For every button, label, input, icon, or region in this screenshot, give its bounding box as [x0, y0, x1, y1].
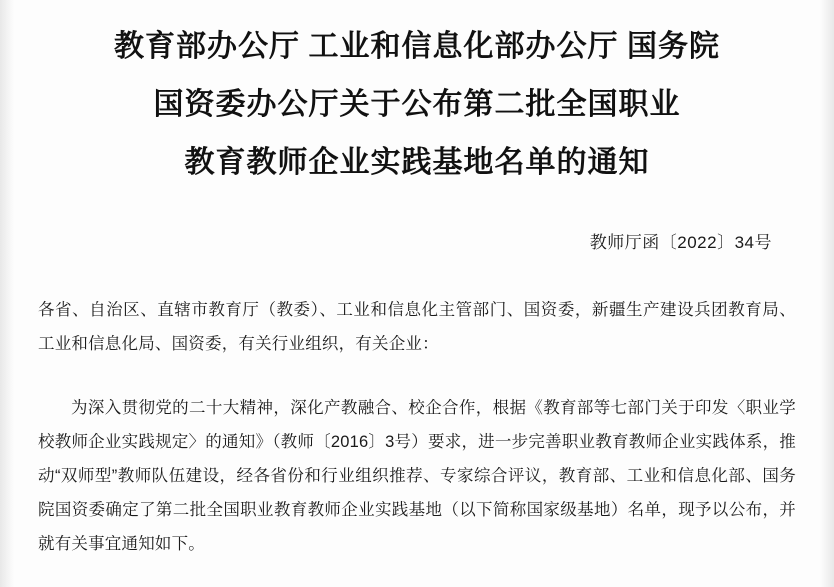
title-line-3: 教育教师企业实践基地名单的通知 [184, 146, 650, 179]
body-paragraph-1: 为深入贯彻党的二十大精神，深化产教融合、校企合作，根据《教育部等七部门关于印发〈职业学校教师企业实践规定〉的通知》（教师〔2016〕3号）要求，进一步完善职业教育教师企业实践体系，推动“双师型”教师队伍建设，经各省份和行业组织推荐、专家综合评议，教育部、工业和信息化部、国务院国资委确定了第二批全国职业教育教师企业实践基地（以下简称国家级基地）名单，现予以公布，并就有关事宜通知如下。 [38, 399, 796, 553]
title-line-2: 国资委办公厅关于公布第二批全国职业 [153, 88, 681, 121]
document-number: 教师厅函〔2022〕34号 [589, 233, 772, 252]
addressee-paragraph: 各省、自治区、直辖市教育厅（教委）、工业和信息化主管部门、国资委，新疆生产建设兵团教育局、工业和信息化局、国资委，有关行业组织，有关企业： [38, 301, 796, 353]
title-line-1: 教育部办公厅 工业和信息化部办公厅 国务院 [114, 30, 720, 63]
document-body [38, 293, 796, 561]
page-title [38, 0, 796, 192]
